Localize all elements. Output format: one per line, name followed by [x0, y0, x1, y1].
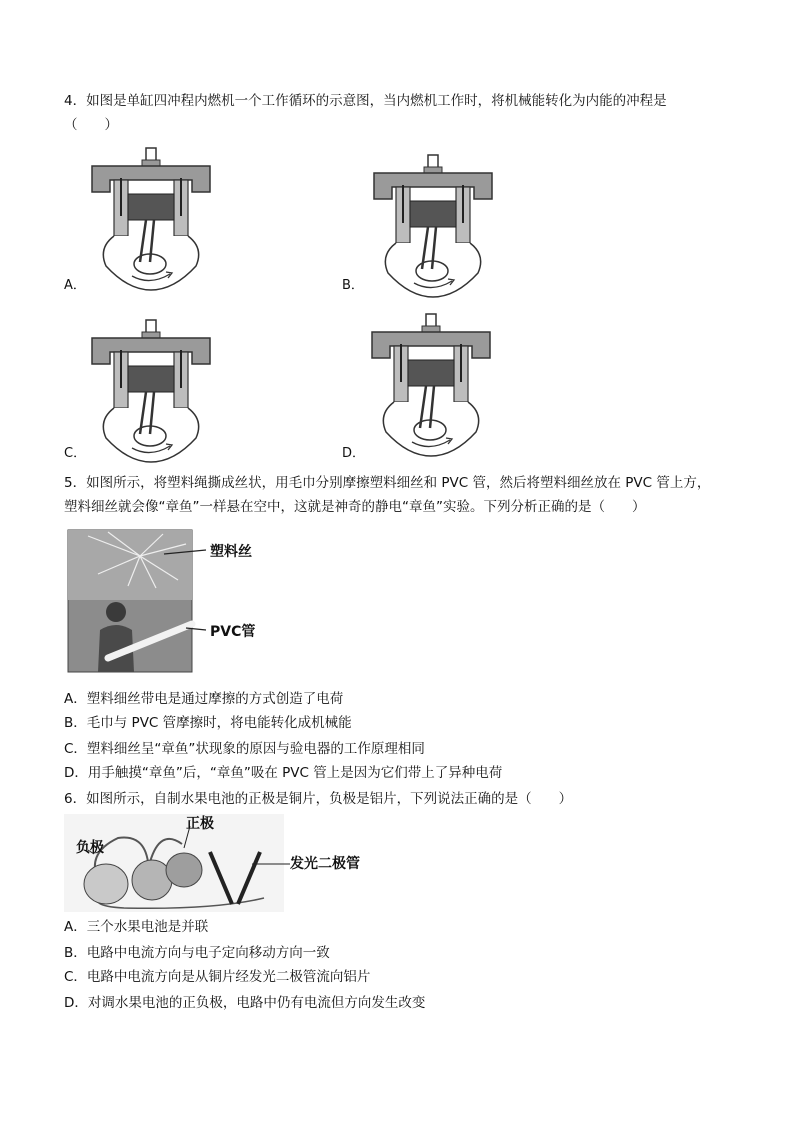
q5-stem-line2: 塑料细丝就会像“章鱼”一样悬在空中，这就是神奇的静电“章鱼”实验。下列分析正确的是（ ）: [64, 499, 646, 515]
q5-stem-line1: 5．如图所示，将塑料绳撕成丝状，用毛巾分别摩擦塑料细丝和 PVC 管，然后将塑料细丝放在 PVC 管上方，: [64, 475, 711, 491]
q4-option-a[interactable]: A．: [64, 278, 86, 293]
q5-option-d[interactable]: D．用手触摸“章鱼”后，“章鱼”吸在 PVC 管上是因为它们带上了异种电荷: [64, 765, 503, 781]
q6-stem: 6．如图所示，自制水果电池的正极是铜片，负极是铝片，下列说法正确的是（ ）: [64, 791, 573, 807]
q4-option-b[interactable]: B．: [342, 278, 364, 293]
label-plastic-thread: 塑料丝: [210, 544, 252, 560]
q6-option-c[interactable]: C．电路中电流方向是从铜片经发光二极管流向铝片: [64, 969, 371, 985]
q5-option-a[interactable]: A．塑料细丝带电是通过摩擦的方式创造了电荷: [64, 691, 344, 707]
q5-option-b[interactable]: B．毛巾与 PVC 管摩擦时，将电能转化成机械能: [64, 715, 352, 731]
engine-diagram-a: [88, 148, 218, 293]
label-negative: 负极: [76, 840, 104, 856]
q4-option-c[interactable]: C．: [64, 446, 87, 461]
label-pvc-pipe: PVC管: [210, 624, 256, 640]
engine-diagram-b: [370, 155, 500, 300]
q6-option-a[interactable]: A．三个水果电池是并联: [64, 919, 209, 935]
label-positive: 正极: [186, 816, 214, 832]
q4-option-d[interactable]: D．: [342, 446, 366, 461]
octopus-photo: [68, 530, 288, 675]
label-led: 发光二极管: [290, 856, 360, 872]
q4-blank: （ ）: [64, 117, 118, 133]
engine-diagram-d: [368, 314, 498, 459]
q5-option-c[interactable]: C．塑料细丝呈“章鱼”状现象的原因与验电器的工作原理相同: [64, 741, 425, 757]
q6-option-d[interactable]: D．对调水果电池的正负极，电路中仍有电流但方向发生改变: [64, 995, 426, 1011]
q4-stem: 4．如图是单缸四冲程内燃机一个工作循环的示意图，当内燃机工作时，将机械能转化为内能的冲程是: [64, 93, 667, 109]
q6-option-b[interactable]: B．电路中电流方向与电子定向移动方向一致: [64, 945, 330, 961]
fruit-battery-photo: [64, 814, 364, 914]
engine-diagram-c: [88, 320, 218, 465]
